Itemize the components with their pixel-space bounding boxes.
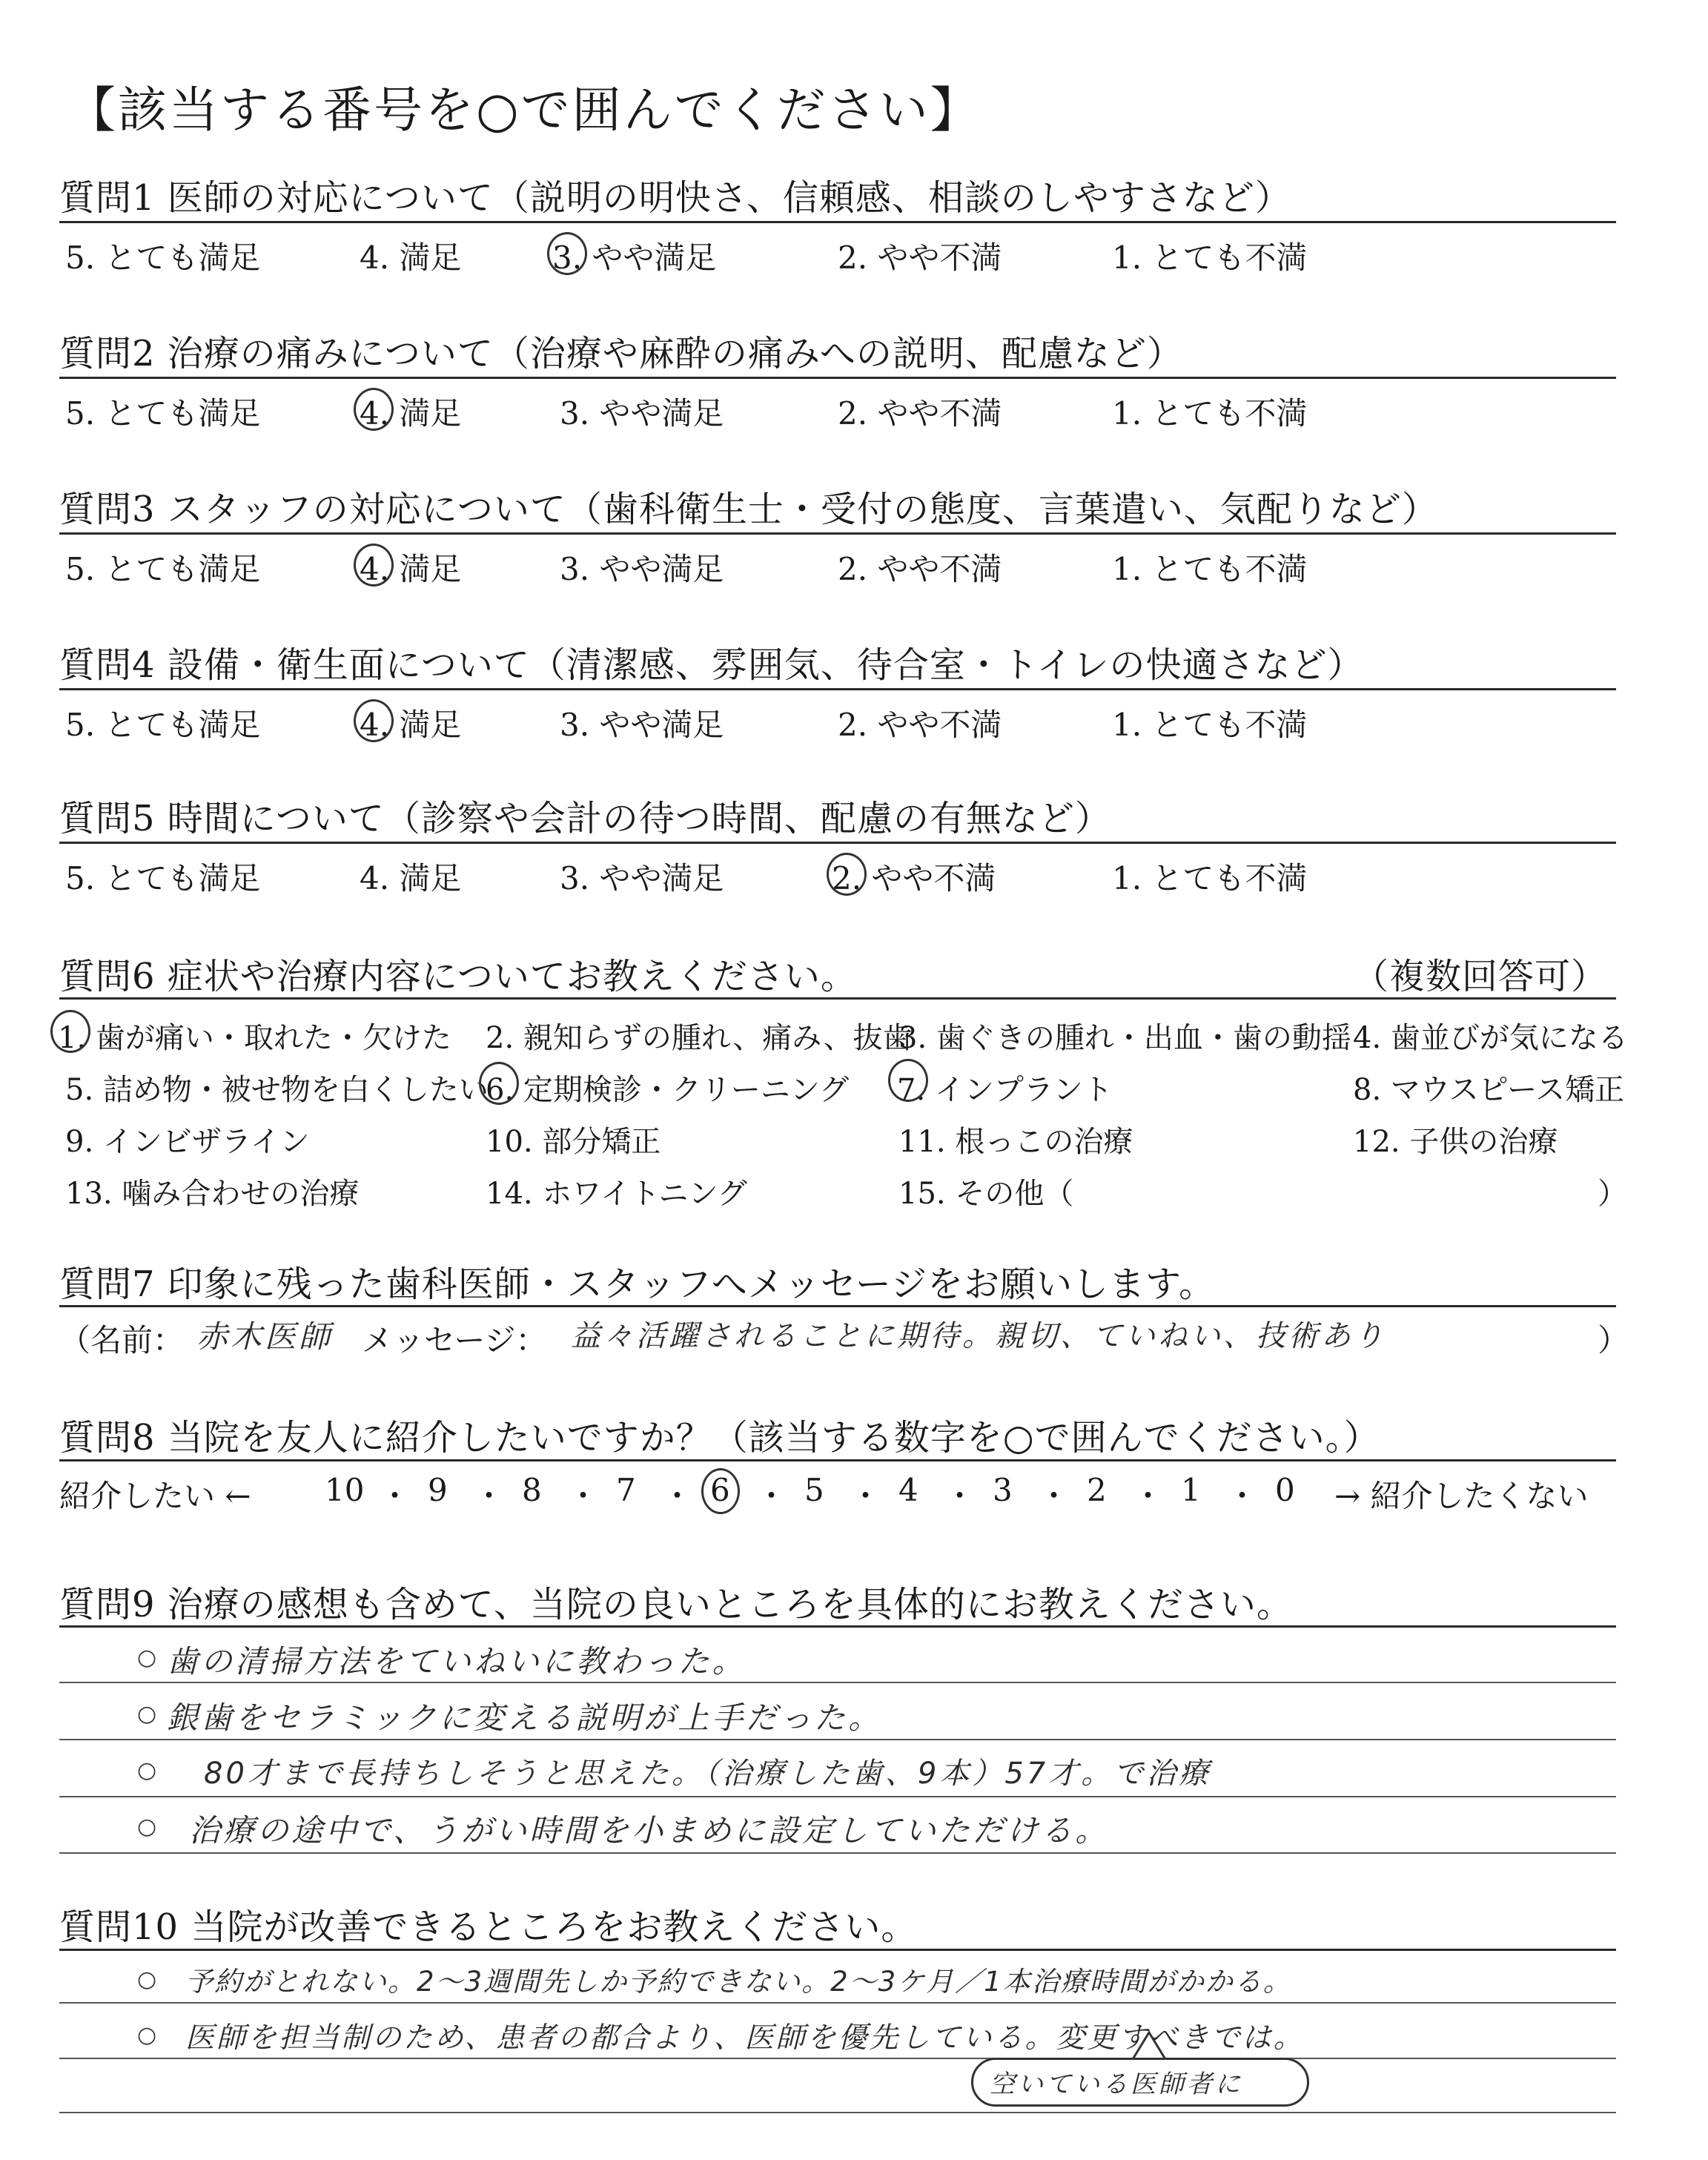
bullet-icon: ○ bbox=[137, 1966, 157, 1992]
question-7-title: 質問7 印象に残った歯科医師・スタッフへメッセージをお願いします。 bbox=[59, 1264, 1216, 1305]
q4-option-3[interactable]: 3. やや満足 bbox=[560, 707, 724, 743]
divider bbox=[59, 532, 1616, 535]
q1-option-1[interactable]: 1. とても不満 bbox=[1112, 240, 1308, 276]
q6-option-9[interactable]: 9. インビザライン bbox=[65, 1125, 310, 1159]
q6-selected-circle-1 bbox=[50, 1010, 90, 1053]
q3-option-4[interactable]: 4. 満足 bbox=[360, 551, 462, 587]
insert-caret-icon bbox=[1127, 2028, 1171, 2061]
question-6-title: 質問6 症状や治療内容についてお教えください。 bbox=[59, 956, 857, 997]
bullet-icon: ○ bbox=[137, 1645, 157, 1671]
q8-scale-value[interactable]: 0 bbox=[1275, 1472, 1295, 1508]
q9-answer-1[interactable]: 歯の清掃方法をていねいに教わった。 bbox=[167, 1643, 747, 1680]
answer-line bbox=[59, 1852, 1616, 1854]
q8-selected-circle bbox=[701, 1468, 740, 1514]
q2-option-4[interactable]: 4. 満足 bbox=[360, 395, 462, 432]
divider bbox=[59, 1949, 1616, 1951]
question-8-title: 質問8 当院を友人に紹介したいですか？（該当する数字を○で囲んでください。） bbox=[59, 1417, 1380, 1459]
q1-option-2[interactable]: 2. やや不満 bbox=[838, 240, 1002, 276]
answer-line bbox=[59, 1739, 1616, 1740]
q2-selected-circle bbox=[354, 388, 394, 431]
question-4-title: 質問4 設備・衛生面について（清潔感、雰囲気、待合室・トイレの快適さなど） bbox=[59, 644, 1364, 686]
q6-selected-circle-6 bbox=[479, 1062, 519, 1105]
page-title: 【該当する番号を○で囲んでください】 bbox=[67, 82, 982, 139]
q1-option-5[interactable]: 5. とても満足 bbox=[65, 240, 261, 276]
scale-separator-icon: ・ bbox=[1038, 1478, 1070, 1514]
q5-option-2[interactable]: 2. やや不満 bbox=[832, 860, 996, 896]
q6-option-13[interactable]: 13. 噛み合わせの治療 bbox=[65, 1177, 360, 1211]
divider bbox=[59, 1625, 1616, 1628]
q2-option-5[interactable]: 5. とても満足 bbox=[65, 395, 261, 432]
answer-line bbox=[59, 2002, 1616, 2004]
q2-option-3[interactable]: 3. やや満足 bbox=[560, 395, 724, 432]
scale-separator-icon: ・ bbox=[850, 1478, 881, 1514]
q2-option-2[interactable]: 2. やや不満 bbox=[838, 395, 1002, 432]
q8-scale-value[interactable]: 3 bbox=[993, 1472, 1013, 1508]
question-1-title: 質問1 医師の対応について（説明の明快さ、信頼感、相談のしやすさなど） bbox=[59, 177, 1291, 219]
q6-option-2[interactable]: 2. 親知らずの腫れ、痛み、抜歯 bbox=[486, 1021, 913, 1055]
answer-line bbox=[59, 1682, 1616, 1683]
question-5-title: 質問5 時間について（診察や会計の待つ時間、配慮の有無など） bbox=[59, 798, 1111, 839]
q1-selected-circle bbox=[547, 232, 587, 275]
q3-option-5[interactable]: 5. とても満足 bbox=[65, 551, 261, 587]
q4-option-4[interactable]: 4. 満足 bbox=[360, 707, 462, 743]
scale-separator-icon: ・ bbox=[944, 1478, 976, 1514]
bullet-icon: ○ bbox=[137, 2022, 157, 2048]
divider bbox=[59, 1305, 1616, 1307]
q9-answer-3[interactable]: 80才まで長持ちしそうと思えた。（治療した歯、9本）57才。で治療 bbox=[204, 1757, 1212, 1791]
q7-close: ） bbox=[1598, 1322, 1629, 1358]
q6-option-15[interactable]: 15. その他（ bbox=[898, 1177, 1074, 1211]
q6-option-14[interactable]: 14. ホワイトニング bbox=[486, 1177, 747, 1211]
scale-separator-icon: ・ bbox=[661, 1478, 693, 1514]
q6-option-1[interactable]: 1. 歯が痛い・取れた・欠けた bbox=[58, 1021, 451, 1055]
q8-scale-value[interactable]: 7 bbox=[616, 1472, 636, 1508]
answer-line bbox=[59, 2112, 1616, 2113]
q10-answer-1[interactable]: 予約がとれない。2〜3週間先しか予約できない。2〜3ケ月／1本治療時間がかかる。 bbox=[185, 1966, 1292, 1998]
q7-message-value[interactable]: 益々活躍されることに期待。親切、ていねい、技術あり bbox=[571, 1319, 1386, 1353]
divider bbox=[59, 842, 1616, 844]
divider bbox=[59, 997, 1616, 1000]
q8-left-label: 紹介したい ← bbox=[59, 1478, 251, 1514]
q5-selected-circle bbox=[827, 853, 867, 896]
q7-name-value[interactable]: 赤木医師 bbox=[196, 1318, 334, 1355]
answer-line bbox=[59, 1796, 1616, 1797]
q6-selected-circle-7 bbox=[888, 1059, 928, 1102]
q6-option-11[interactable]: 11. 根っこの治療 bbox=[898, 1125, 1133, 1159]
question-10-title: 質問10 当院が改善できるところをお教えください。 bbox=[59, 1906, 918, 1948]
q6-other-close: ） bbox=[1598, 1177, 1627, 1211]
q3-option-3[interactable]: 3. やや満足 bbox=[560, 551, 724, 587]
q6-option-3[interactable]: 3. 歯ぐきの腫れ・出血・歯の動揺 bbox=[898, 1021, 1351, 1055]
divider bbox=[59, 221, 1616, 223]
q5-option-3[interactable]: 3. やや満足 bbox=[560, 860, 724, 896]
q4-option-2[interactable]: 2. やや不満 bbox=[838, 707, 1002, 743]
q10-insert-note[interactable]: 空いている医師者に bbox=[990, 2070, 1243, 2099]
question-2-title: 質問2 治療の痛みについて（治療や麻酔の痛みへの説明、配慮など） bbox=[59, 333, 1183, 374]
q8-scale-value[interactable]: 2 bbox=[1087, 1472, 1107, 1508]
q6-note: （複数回答可） bbox=[1353, 956, 1608, 997]
divider bbox=[59, 1459, 1616, 1462]
q5-option-1[interactable]: 1. とても不満 bbox=[1112, 860, 1308, 896]
divider bbox=[59, 688, 1616, 690]
q3-selected-circle bbox=[354, 544, 394, 587]
q6-option-4[interactable]: 4. 歯並びが気になる bbox=[1353, 1021, 1628, 1055]
q8-scale-value[interactable]: 1 bbox=[1181, 1472, 1201, 1508]
q8-scale-value[interactable]: 10 bbox=[325, 1472, 365, 1508]
q1-option-3[interactable]: 3. やや満足 bbox=[552, 240, 717, 276]
q6-option-5[interactable]: 5. 詰め物・被せ物を白くしたい bbox=[65, 1073, 489, 1107]
scale-separator-icon: ・ bbox=[755, 1478, 787, 1514]
q7-message-label: メッセージ： bbox=[362, 1322, 547, 1358]
q6-option-8[interactable]: 8. マウスピース矯正 bbox=[1353, 1073, 1625, 1107]
q4-option-1[interactable]: 1. とても不満 bbox=[1112, 707, 1308, 743]
q3-option-1[interactable]: 1. とても不満 bbox=[1112, 551, 1308, 587]
q8-scale-value[interactable]: 6 bbox=[710, 1472, 730, 1508]
scale-separator-icon: ・ bbox=[473, 1478, 505, 1514]
scale-separator-icon: ・ bbox=[1226, 1478, 1258, 1514]
q6-option-10[interactable]: 10. 部分矯正 bbox=[486, 1125, 661, 1159]
q8-right-label: → 紹介したくない bbox=[1334, 1478, 1589, 1514]
bullet-icon: ○ bbox=[137, 1701, 157, 1727]
question-3-title: 質問3 スタッフの対応について（歯科衛生士・受付の態度、言葉遣い、気配りなど） bbox=[59, 489, 1438, 530]
answer-line bbox=[59, 2058, 1616, 2059]
q6-option-6[interactable]: 6. 定期検診・クリーニング bbox=[486, 1073, 850, 1107]
divider bbox=[59, 377, 1616, 379]
q6-option-7[interactable]: 7. インプラント bbox=[897, 1073, 1113, 1107]
q5-option-5[interactable]: 5. とても満足 bbox=[65, 860, 261, 896]
q4-selected-circle bbox=[354, 699, 394, 742]
q10-answer-2[interactable]: 医師を担当制のため、患者の都合より、医師を優先している。変更すべきでは。 bbox=[185, 2021, 1305, 2055]
bullet-icon: ○ bbox=[137, 1757, 157, 1783]
q8-scale-value[interactable]: 4 bbox=[898, 1472, 918, 1508]
q8-scale-value[interactable]: 8 bbox=[522, 1472, 542, 1508]
scale-separator-icon: ・ bbox=[567, 1478, 599, 1514]
q8-scale-value[interactable]: 5 bbox=[804, 1472, 824, 1508]
q2-option-1[interactable]: 1. とても不満 bbox=[1112, 395, 1308, 432]
q8-scale-value[interactable]: 9 bbox=[428, 1472, 448, 1508]
bullet-icon: ○ bbox=[137, 1814, 157, 1840]
q9-answer-4[interactable]: 治療の途中で、うがい時間を小まめに設定していただける。 bbox=[189, 1812, 1110, 1849]
q6-option-12[interactable]: 12. 子供の治療 bbox=[1353, 1125, 1558, 1159]
scale-separator-icon: ・ bbox=[1132, 1478, 1164, 1514]
q3-option-2[interactable]: 2. やや不満 bbox=[838, 551, 1002, 587]
q9-answer-2[interactable]: 銀歯をセラミックに変える説明が上手だった。 bbox=[167, 1700, 883, 1736]
q4-option-5[interactable]: 5. とても満足 bbox=[65, 707, 261, 743]
q5-option-4[interactable]: 4. 満足 bbox=[360, 860, 462, 896]
scale-separator-icon: ・ bbox=[379, 1478, 411, 1514]
q7-name-label: （名前： bbox=[59, 1322, 185, 1358]
question-9-title: 質問9 治療の感想も含めて、当院の良いところを具体的にお教えください。 bbox=[59, 1584, 1293, 1625]
q1-option-4[interactable]: 4. 満足 bbox=[360, 240, 462, 276]
